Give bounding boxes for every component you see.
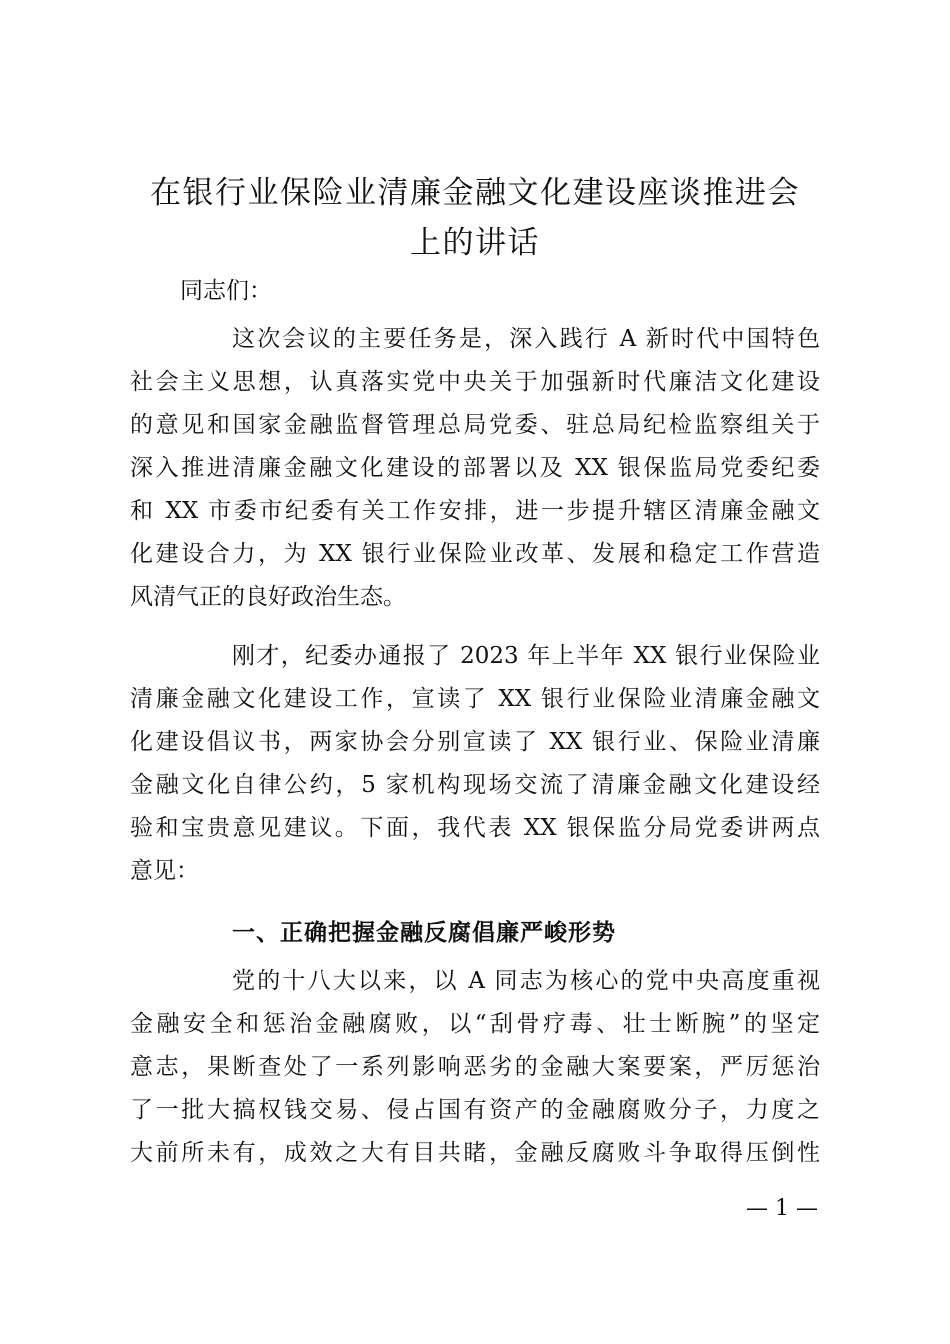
p2-line: 刚才，纪委办通报了 2023 年上半年 XX 银行业保险业 bbox=[232, 643, 820, 669]
p3-line: 党的十八大以来，以 A 同志为核心的党中央高度重视 bbox=[232, 968, 820, 994]
p1-line: 风清气正的良好政治生态。 bbox=[130, 584, 406, 610]
p3-line: 意志，果断查处了一系列影响恶劣的金融大案要案，严厉惩治 bbox=[130, 1054, 820, 1080]
p3-line: 大前所未有，成效之大有目共睹，金融反腐败斗争取得压倒性 bbox=[130, 1140, 820, 1166]
p1-line: 和 XX 市委市纪委有关工作安排，进一步提升辖区清廉金融文 bbox=[130, 498, 820, 524]
p3-line: 了一批大搞权钱交易、侵占国有资产的金融腐败分子，力度之 bbox=[130, 1097, 820, 1123]
p1-line: 这次会议的主要任务是，深入践行 A 新时代中国特色 bbox=[232, 326, 820, 352]
document-title bbox=[100, 168, 850, 268]
title-line-2: 上的讲话 bbox=[410, 225, 540, 261]
p2-line: 化建设倡议书，两家协会分别宣读了 XX 银行业、保险业清廉 bbox=[130, 729, 820, 755]
salutation: 同志们： bbox=[180, 278, 272, 304]
p2-line: 金融文化自律公约，5 家机构现场交流了清廉金融文化建设经 bbox=[130, 772, 820, 798]
page-number: — 1 — bbox=[746, 1196, 818, 1221]
p1-line: 深入推进清廉金融文化建设的部署以及 XX 银保监局党委纪委 bbox=[130, 455, 820, 481]
p1-line: 化建设合力，为 XX 银行业保险业改革、发展和稳定工作营造 bbox=[130, 541, 820, 567]
p2-line: 意见： bbox=[130, 858, 199, 884]
title-line-1: 在银行业保险业清廉金融文化建设座谈推进会 bbox=[150, 175, 800, 211]
p2-line: 验和宝贵意见建议。下面，我代表 XX 银保监分局党委讲两点 bbox=[130, 815, 820, 841]
p2-line: 清廉金融文化建设工作，宣读了 XX 银行业保险业清廉金融文 bbox=[130, 686, 820, 712]
p1-line: 社会主义思想，认真落实党中央关于加强新时代廉洁文化建设 bbox=[130, 369, 820, 395]
p1-line: 的意见和国家金融监督管理总局党委、驻总局纪检监察组关于 bbox=[130, 412, 820, 438]
section-heading-1: 一、正确把握金融反腐倡廉严峻形势 bbox=[232, 920, 616, 946]
p3-line: 金融安全和惩治金融腐败，以“刮骨疗毒、壮士断腕”的坚定 bbox=[130, 1011, 820, 1037]
